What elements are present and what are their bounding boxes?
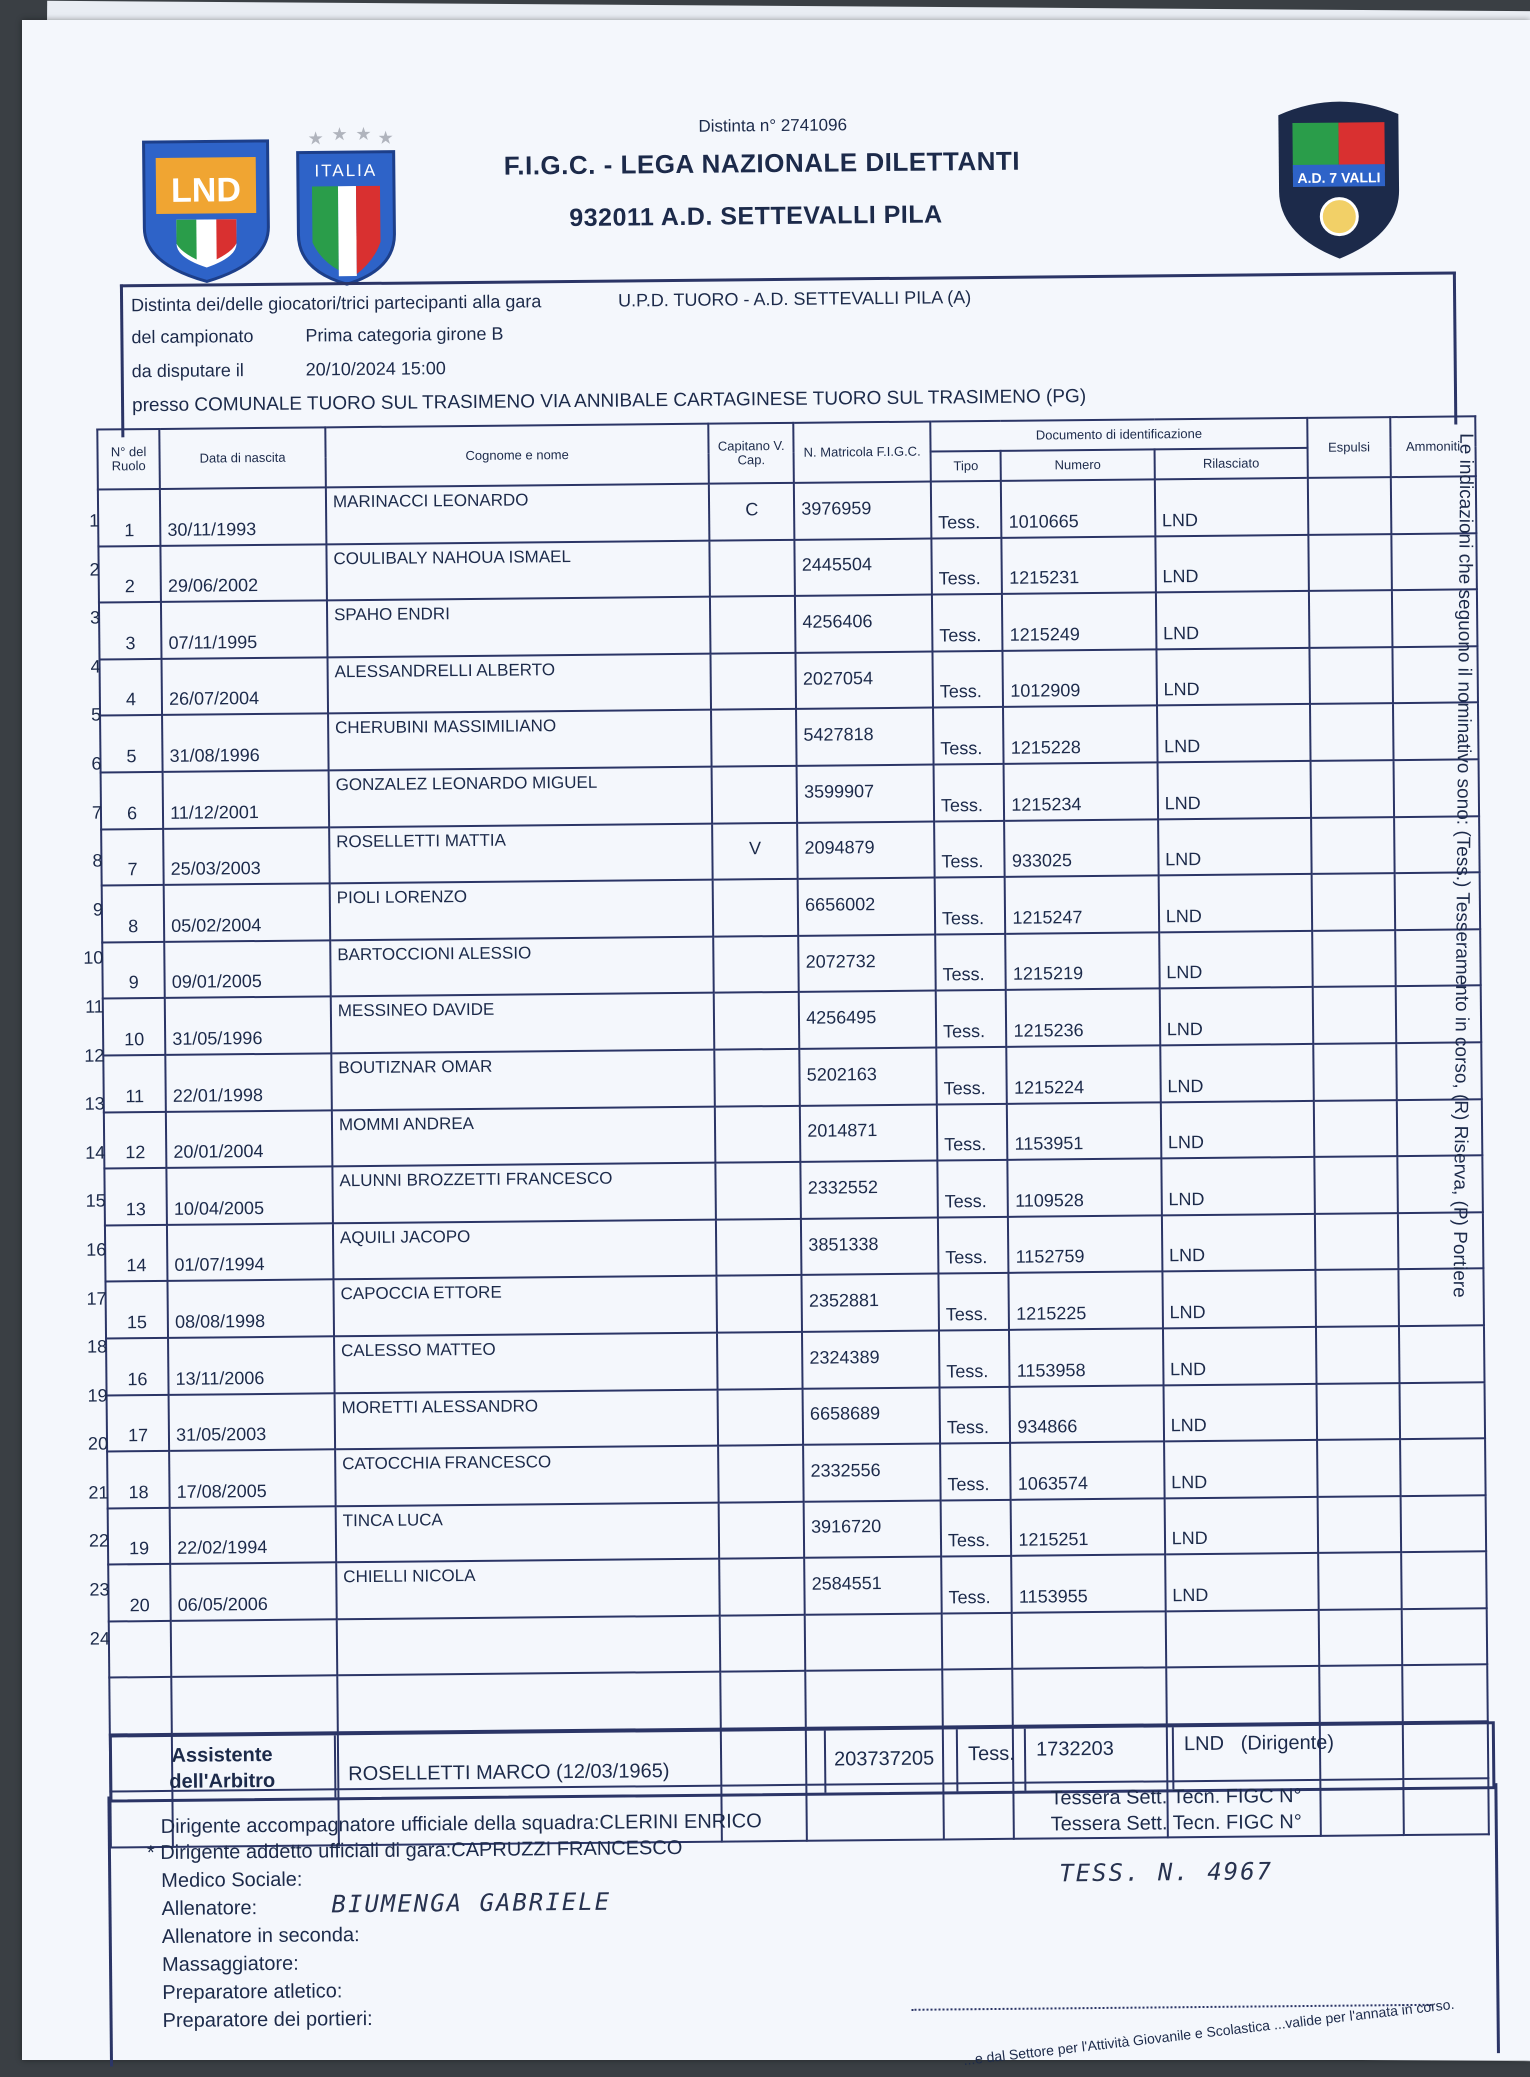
preparatore-atletico: Preparatore atletico:	[162, 1980, 343, 2004]
row-capitano	[715, 1049, 800, 1106]
row-number: 9	[92, 899, 104, 920]
row-nascita: 25/03/2003	[163, 827, 329, 885]
row-numero	[1012, 1611, 1166, 1669]
row-ruolo: 10	[103, 998, 166, 1055]
row-matricola: 2332552	[801, 1161, 938, 1219]
row-rilasciato: LND	[1160, 1044, 1314, 1102]
row-rilasciato: LND	[1155, 478, 1309, 536]
col-tipo: Tipo	[931, 451, 1002, 482]
label-data: da disputare il	[131, 360, 244, 382]
row-matricola	[805, 1670, 942, 1728]
col-rilasciato: Rilasciato	[1154, 448, 1308, 479]
row-nascita: 01/07/1994	[167, 1223, 333, 1281]
col-matricola: N. Matricola F.I.G.C.	[793, 422, 930, 483]
row-rilasciato: LND	[1161, 1157, 1315, 1215]
row-rilasciato: LND	[1165, 1553, 1319, 1611]
row-nascita: 09/01/2005	[164, 940, 330, 998]
row-nome: CATOCCHIA FRANCESCO	[335, 1446, 719, 1506]
roster-body	[98, 476, 1489, 1847]
row-numero: 1215224	[1007, 1045, 1161, 1103]
row-ammoniti	[1402, 1665, 1488, 1722]
tessera-sett-tecn-2: Tessera Sett. Tecn. FIGC N°	[1050, 1811, 1302, 1836]
row-espulsi	[1315, 1213, 1398, 1270]
row-tipo: Tess.	[937, 1103, 1008, 1160]
row-number: 8	[92, 850, 103, 871]
row-ruolo: 13	[104, 1168, 167, 1225]
preparatore-portieri: Preparatore dei portieri:	[162, 2007, 373, 2032]
row-numero: 1063574	[1010, 1441, 1164, 1499]
assistente-numero: 1732203	[1035, 1737, 1114, 1761]
row-matricola: 2445504	[795, 538, 932, 596]
row-ruolo: 4	[100, 659, 163, 716]
row-ruolo	[109, 1621, 172, 1678]
row-matricola	[805, 1613, 942, 1671]
row-numero: 1215231	[1002, 536, 1156, 594]
assistente-label-1: Assistente	[171, 1743, 273, 1767]
row-nome	[337, 1615, 721, 1675]
settevalli-club-logo	[1268, 94, 1410, 263]
allenatore-handwritten: BIUMENGA GABRIELE	[331, 1887, 612, 1919]
row-numero: 1215219	[1006, 932, 1160, 990]
row-ruolo: 8	[102, 885, 165, 942]
svg-text:★: ★	[355, 123, 372, 145]
row-ruolo: 2	[98, 546, 161, 603]
row-espulsi	[1318, 1496, 1401, 1553]
row-numero: 1215234	[1004, 762, 1158, 820]
row-capitano	[711, 653, 796, 710]
row-nascita: 20/01/2004	[166, 1110, 332, 1168]
row-number: 20	[87, 1433, 109, 1454]
row-nascita: 06/05/2006	[170, 1563, 336, 1621]
row-capitano	[715, 1105, 800, 1162]
row-nascita: 11/12/2001	[163, 770, 329, 828]
row-number: 18	[86, 1336, 108, 1357]
lnd-logo	[135, 135, 276, 286]
row-nascita: 17/08/2005	[169, 1449, 335, 1507]
row-nome: ALESSANDRELLI ALBERTO	[327, 653, 711, 713]
row-capitano	[713, 879, 798, 936]
row-ruolo: 20	[108, 1564, 171, 1621]
row-espulsi	[1319, 1609, 1402, 1666]
row-tipo: Tess.	[936, 990, 1007, 1047]
row-rilasciato: LND	[1158, 874, 1312, 932]
row-number: 17	[86, 1287, 107, 1309]
italia-logo-text: ITALIA	[314, 160, 378, 181]
row-espulsi	[1313, 1043, 1396, 1100]
row-numero: 1153955	[1012, 1555, 1166, 1613]
row-nascita: 29/06/2002	[161, 544, 327, 602]
document-title: F.I.G.C. - LEGA NAZIONALE DILETTANTI	[503, 145, 1021, 181]
row-rilasciato: LND	[1159, 931, 1313, 989]
row-tipo: Tess.	[935, 934, 1006, 991]
row-capitano	[716, 1219, 801, 1276]
row-number: 23	[89, 1579, 110, 1600]
row-capitano	[718, 1388, 803, 1445]
row-tipo: Tess.	[932, 651, 1003, 708]
row-capitano	[717, 1275, 802, 1332]
row-number: 12	[84, 1045, 105, 1066]
roster-table	[96, 415, 1490, 1848]
row-espulsi	[1308, 534, 1391, 591]
row-capitano	[710, 539, 795, 596]
tessera-handwritten: TESS. N. 4967	[1059, 1857, 1274, 1888]
row-nome: BOUTIZNAR OMAR	[331, 1050, 715, 1110]
row-nome	[337, 1672, 721, 1732]
row-number: 11	[85, 996, 104, 1017]
match-venue: presso COMUNALE TUORO SUL TRASIMENO VIA ANNIBALE CARTAGINESE TUORO SUL TRASIMENO (PG)	[131, 386, 1087, 417]
row-nome: COULIBALY NAHOUA ISMAEL	[326, 540, 710, 600]
row-ruolo: 19	[108, 1508, 171, 1565]
row-numero: 1012909	[1003, 649, 1157, 707]
row-nome: TINCA LUCA	[336, 1502, 720, 1562]
row-numero: 1152759	[1008, 1215, 1162, 1273]
tessera-sett-tecn-1: Tessera Sett. Tecn. FIGC N°	[1050, 1785, 1302, 1810]
row-ruolo: 7	[101, 828, 164, 885]
row-ammoniti	[1399, 1325, 1485, 1382]
dirigente-addetto: * Dirigente addetto ufficiali di gara:CAPRUZZI FRANCESCO	[146, 1836, 683, 1865]
row-ammoniti	[1402, 1608, 1488, 1665]
row-tipo: Tess.	[939, 1386, 1010, 1443]
row-matricola: 2352881	[802, 1274, 939, 1332]
row-numero: 1109528	[1008, 1158, 1162, 1216]
allenatore: Allenatore:	[161, 1897, 258, 1920]
row-tipo: Tess.	[932, 594, 1003, 651]
row-ruolo: 14	[105, 1225, 168, 1282]
col-espulsi: Espulsi	[1307, 417, 1390, 478]
row-capitano	[713, 936, 798, 993]
row-numero: 1215236	[1006, 989, 1160, 1047]
row-espulsi	[1316, 1269, 1399, 1326]
row-rilasciato: LND	[1157, 704, 1311, 762]
row-number: 21	[88, 1482, 109, 1503]
col-ammoniti: Ammoniti	[1390, 416, 1476, 477]
row-ruolo: 15	[105, 1281, 168, 1338]
row-number: 3	[89, 607, 101, 628]
row-capitano	[714, 992, 799, 1049]
row-ammoniti	[1399, 1382, 1485, 1439]
row-capitano	[712, 766, 797, 823]
row-capitano: C	[709, 483, 794, 540]
row-matricola: 2584551	[804, 1557, 941, 1615]
row-capitano: V	[712, 822, 797, 879]
row-rilasciato: LND	[1159, 987, 1313, 1045]
col-ruolo: N° del Ruolo	[97, 429, 160, 490]
row-number: 6	[91, 753, 102, 774]
row-nascita	[171, 1619, 337, 1677]
row-nome: ALUNNI BROZZETTI FRANCESCO	[332, 1163, 716, 1223]
row-nascita: 08/08/1998	[168, 1280, 334, 1338]
row-nascita: 31/05/1996	[165, 997, 331, 1055]
row-number: 2	[89, 559, 100, 580]
row-nome: ROSELLETTI MATTIA	[329, 823, 713, 883]
row-number: 19	[87, 1385, 108, 1406]
assistente-nome: ROSELLETTI MARCO (12/03/1965)	[348, 1760, 670, 1786]
row-number: 14	[85, 1142, 106, 1163]
row-nascita: 31/05/2003	[169, 1393, 335, 1451]
row-rilasciato: LND	[1158, 817, 1312, 875]
row-capitano	[721, 1671, 806, 1728]
row-espulsi	[1312, 930, 1395, 987]
side-legend-note: Le indicazioni che seguono il nominativo sono: (Tess.) Tesseramento in corso, (R) Riserva, (P) Portiere	[1448, 433, 1477, 1298]
row-matricola: 2324389	[802, 1330, 939, 1388]
row-tipo: Tess.	[935, 877, 1006, 934]
row-nome: MARINACCI LEONARDO	[326, 484, 710, 544]
row-ruolo: 18	[107, 1451, 170, 1508]
row-espulsi	[1314, 1100, 1397, 1157]
row-tipo: Tess.	[931, 481, 1002, 538]
club-logo-text: A.D. 7 VALLI	[1297, 169, 1381, 187]
row-nascita	[171, 1676, 337, 1734]
row-rilasciato	[1166, 1666, 1320, 1724]
row-nascita: 31/08/1996	[162, 714, 328, 772]
row-capitano	[710, 596, 795, 653]
massaggiatore: Massaggiatore:	[161, 1952, 299, 1976]
dirigente-accompagnatore: Dirigente accompagnatore ufficiale della squadra:CLERINI ENRICO	[160, 1810, 762, 1839]
row-number: 7	[91, 802, 103, 823]
row-numero	[1013, 1668, 1167, 1726]
row-tipo: Tess.	[931, 537, 1002, 594]
row-tipo	[942, 1669, 1013, 1726]
row-espulsi	[1311, 817, 1394, 874]
row-rilasciato: LND	[1162, 1270, 1316, 1328]
match-teams: U.P.D. TUORO - A.D. SETTEVALLI PILA (A)	[617, 287, 972, 311]
row-numero: 1153958	[1009, 1328, 1163, 1386]
row-tipo: Tess.	[933, 707, 1004, 764]
svg-text:★: ★	[307, 128, 324, 149]
row-ammoniti	[1398, 1269, 1484, 1326]
row-matricola: 2027054	[796, 651, 933, 709]
row-rilasciato: LND	[1156, 591, 1310, 649]
distinta-document	[22, 20, 1530, 2069]
medico-sociale: Medico Sociale:	[161, 1868, 303, 1892]
col-documento: Documento di identificazione	[930, 418, 1307, 452]
row-ruolo: 5	[100, 715, 163, 772]
row-tipo: Tess.	[937, 1160, 1008, 1217]
row-nome: PIOLI LORENZO	[330, 880, 714, 940]
row-tipo: Tess.	[940, 1443, 1011, 1500]
row-matricola: 2094879	[797, 821, 934, 879]
footer-note: ...e dal Settore per l'Attività Giovanile e Scolastica ...valide per l'annata in corso.	[962, 1995, 1456, 2069]
row-nome: CHERUBINI MASSIMILIANO	[328, 710, 712, 770]
row-rilasciato: LND	[1155, 535, 1309, 593]
row-capitano	[719, 1558, 804, 1615]
row-number: 16	[86, 1239, 107, 1260]
row-ruolo	[109, 1677, 172, 1734]
row-rilasciato: LND	[1161, 1100, 1315, 1158]
row-numero: 1215251	[1011, 1498, 1165, 1556]
row-matricola: 3976959	[794, 482, 931, 540]
row-nome: AQUILI JACOPO	[333, 1219, 717, 1279]
row-nome: MORETTI ALESSANDRO	[334, 1389, 718, 1449]
row-nascita: 05/02/2004	[164, 883, 330, 941]
championship: Prima categoria girone B	[305, 323, 504, 346]
row-rilasciato: LND	[1164, 1440, 1318, 1498]
row-nascita: 13/11/2006	[168, 1336, 334, 1394]
row-rilasciato: LND	[1163, 1327, 1317, 1385]
row-matricola: 3851338	[801, 1217, 938, 1275]
row-tipo: Tess.	[941, 1500, 1012, 1557]
row-matricola: 2014871	[800, 1104, 937, 1162]
row-espulsi	[1319, 1666, 1402, 1723]
row-nascita: 10/04/2005	[167, 1166, 333, 1224]
assistente-label	[132, 1742, 312, 1796]
row-espulsi	[1310, 703, 1393, 760]
row-number: 1	[89, 510, 100, 531]
row-matricola: 3916720	[804, 1500, 941, 1558]
row-tipo: Tess.	[936, 1047, 1007, 1104]
row-ammoniti	[1401, 1552, 1487, 1609]
row-nome: SPAHO ENDRI	[327, 597, 711, 657]
row-rilasciato: LND	[1164, 1497, 1318, 1555]
col-capitano: Capitano V. Cap.	[709, 423, 795, 484]
row-nome: MESSINEO DAVIDE	[331, 993, 715, 1053]
row-espulsi	[1318, 1552, 1401, 1609]
row-number: 5	[90, 704, 102, 725]
row-numero: 1215249	[1002, 593, 1156, 651]
assistente-label-2: dell'Arbitro	[169, 1769, 276, 1793]
row-number: 24	[89, 1628, 110, 1649]
row-ammoniti	[1401, 1495, 1487, 1552]
row-espulsi	[1308, 477, 1391, 534]
row-tipo: Tess.	[938, 1273, 1009, 1330]
row-nascita: 22/02/1994	[170, 1506, 336, 1564]
row-number: 4	[90, 656, 101, 677]
row-espulsi	[1309, 590, 1392, 647]
row-nascita: 22/01/1998	[165, 1053, 331, 1111]
row-matricola: 3599907	[797, 765, 934, 823]
label-gara: Distinta dei/delle giocatori/trici partecipanti alla gara	[131, 291, 542, 316]
row-matricola: 4256495	[799, 991, 936, 1049]
col-nome: Cognome e nome	[325, 424, 709, 488]
lnd-logo-text: LND	[170, 171, 242, 210]
row-tipo	[942, 1613, 1013, 1670]
row-espulsi	[1312, 873, 1395, 930]
row-nascita: 30/11/1993	[160, 487, 326, 545]
row-capitano	[717, 1332, 802, 1389]
row-tipo: Tess.	[938, 1217, 1009, 1274]
allenatore-seconda: Allenatore in seconda:	[161, 1924, 360, 1948]
svg-text:★: ★	[377, 127, 394, 148]
row-ruolo: 6	[101, 772, 164, 829]
label-campionato: del campionato	[131, 326, 254, 348]
row-espulsi	[1310, 647, 1393, 704]
row-nome: MOMMI ANDREA	[332, 1106, 716, 1166]
row-capitano	[720, 1615, 805, 1672]
row-nome: BARTOCCIONI ALESSIO	[330, 936, 714, 996]
figc-italia-logo	[289, 124, 403, 287]
row-capitano	[716, 1162, 801, 1219]
row-numero: 1215228	[1003, 706, 1157, 764]
row-matricola: 5202163	[799, 1047, 936, 1105]
match-datetime: 20/10/2024 15:00	[305, 358, 446, 380]
row-espulsi	[1317, 1439, 1400, 1496]
row-number: 13	[84, 1093, 105, 1114]
row-ammoniti	[1400, 1438, 1486, 1495]
row-numero: 1010665	[1001, 479, 1155, 537]
assistente-tipo: Tess.	[967, 1742, 1015, 1766]
row-capitano	[711, 709, 796, 766]
row-matricola: 4256406	[795, 595, 932, 653]
row-matricola: 2072732	[798, 934, 935, 992]
match-info-box	[120, 271, 1457, 437]
row-ruolo: 1	[98, 489, 161, 546]
row-espulsi	[1317, 1383, 1400, 1440]
row-nascita: 07/11/1995	[161, 601, 327, 659]
row-rilasciato: LND	[1163, 1383, 1317, 1441]
row-ammoniti	[1398, 1212, 1484, 1269]
row-matricola: 2332556	[803, 1444, 940, 1502]
row-rilasciato: LND	[1162, 1214, 1316, 1272]
row-rilasciato: LND	[1157, 761, 1311, 819]
row-numero: 934866	[1010, 1385, 1164, 1443]
assistente-rilasciato: LND (Dirigente)	[1183, 1731, 1335, 1756]
row-rilasciato	[1165, 1610, 1319, 1668]
row-espulsi	[1314, 1156, 1397, 1213]
row-nascita: 26/07/2004	[162, 657, 328, 715]
row-matricola: 6658689	[803, 1387, 940, 1445]
row-capitano	[718, 1445, 803, 1502]
row-ruolo: 11	[103, 1055, 166, 1112]
row-rilasciato: LND	[1156, 648, 1310, 706]
row-ruolo: 9	[102, 942, 165, 999]
distinta-number: Distinta n° 2741096	[698, 115, 848, 136]
assistente-matricola: 203737205	[833, 1747, 935, 1771]
row-number: 10	[83, 947, 104, 969]
row-matricola: 5427818	[796, 708, 933, 766]
row-espulsi	[1311, 760, 1394, 817]
row-ruolo: 12	[104, 1111, 167, 1168]
row-nome: CHIELLI NICOLA	[336, 1559, 720, 1619]
col-nascita: Data di nascita	[159, 427, 325, 489]
row-matricola: 6656002	[798, 878, 935, 936]
row-numero: 933025	[1005, 819, 1159, 877]
svg-text:★: ★	[331, 124, 348, 145]
row-espulsi	[1313, 986, 1396, 1043]
row-ruolo: 3	[99, 602, 162, 659]
row-nome: GONZALEZ LEONARDO MIGUEL	[329, 767, 713, 827]
row-nome: CAPOCCIA ETTORE	[333, 1276, 717, 1336]
row-number: 15	[85, 1190, 106, 1212]
row-number: 22	[88, 1530, 110, 1552]
row-numero: 1153951	[1007, 1102, 1161, 1160]
row-nome: CALESSO MATTEO	[334, 1333, 718, 1393]
row-tipo: Tess.	[934, 764, 1005, 821]
row-capitano	[719, 1502, 804, 1559]
row-numero: 1215225	[1009, 1272, 1163, 1330]
row-numero: 1215247	[1005, 876, 1159, 934]
row-tipo: Tess.	[941, 1556, 1012, 1613]
row-tipo: Tess.	[939, 1330, 1010, 1387]
club-name: 932011 A.D. SETTEVALLI PILA	[569, 200, 943, 233]
col-numero: Numero	[1001, 449, 1155, 480]
row-tipo: Tess.	[934, 820, 1005, 877]
row-ruolo: 17	[107, 1394, 170, 1451]
row-espulsi	[1316, 1326, 1399, 1383]
row-ruolo: 16	[106, 1338, 169, 1395]
